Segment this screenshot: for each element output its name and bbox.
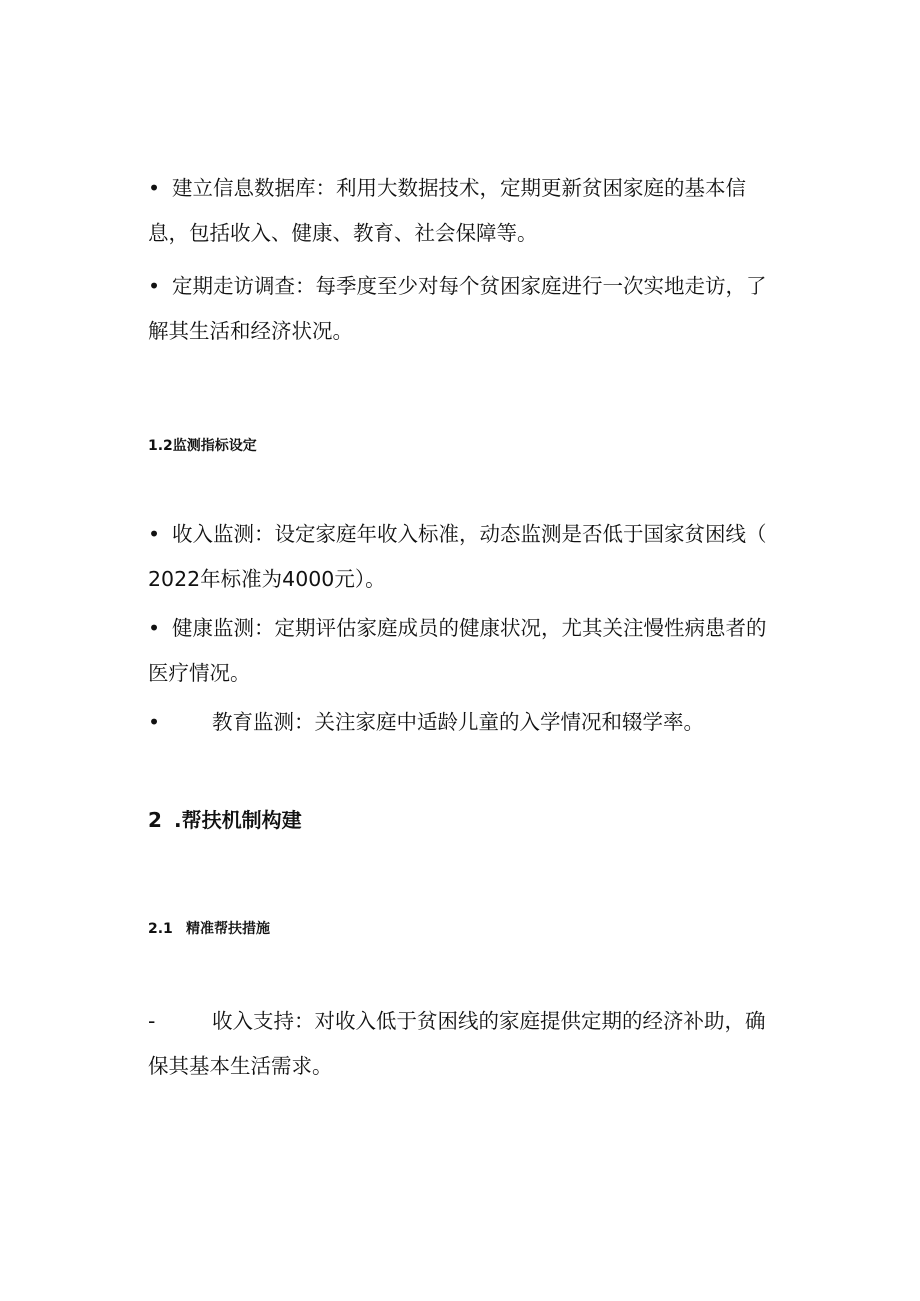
section-heading-2 bbox=[148, 804, 302, 833]
paragraph-line: 收入监测：设定家庭年收入标准，动态监测是否低于国家贫困线（ bbox=[172, 522, 767, 546]
heading-number: 2.1 bbox=[148, 921, 173, 937]
section-heading-2-1 bbox=[148, 918, 270, 938]
paragraph-line: 解其生活和经济状况。 bbox=[148, 319, 353, 343]
dash-marker: - bbox=[148, 1009, 156, 1033]
bullet-marker: • bbox=[148, 710, 161, 734]
paragraph-income-support bbox=[148, 999, 808, 1089]
paragraph-line: 教育监测：关注家庭中适龄儿童的入学情况和辍学率。 bbox=[212, 710, 704, 734]
heading-text: 精准帮扶措施 bbox=[186, 921, 270, 937]
paragraph-health-monitoring bbox=[148, 606, 808, 696]
paragraph-line: 收入支持：对收入低于贫困线的家庭提供定期的经济补助，确 bbox=[212, 1009, 766, 1033]
paragraph-line: 2022年标准为4000元）。 bbox=[148, 567, 386, 591]
paragraph-line: 息，包括收入、健康、教育、社会保障等。 bbox=[148, 221, 538, 245]
bullet-marker: • bbox=[148, 176, 161, 200]
paragraph-income-monitoring bbox=[148, 512, 808, 602]
paragraph-line: 健康监测：定期评估家庭成员的健康状况，尤其关注慢性病患者的 bbox=[172, 616, 767, 640]
heading-number: 2 bbox=[148, 808, 162, 832]
bullet-marker: • bbox=[148, 274, 161, 298]
paragraph-database bbox=[148, 166, 808, 256]
paragraph-line: 建立信息数据库：利用大数据技术，定期更新贫困家庭的基本信 bbox=[172, 176, 746, 200]
heading-text: .帮扶机制构建 bbox=[174, 808, 302, 832]
paragraph-line: 保其基本生活需求。 bbox=[148, 1054, 333, 1078]
bullet-marker: • bbox=[148, 616, 161, 640]
section-heading-1-2: 1.2监测指标设定 bbox=[148, 438, 257, 454]
paragraph-line: 定期走访调查：每季度至少对每个贫困家庭进行一次实地走访，了 bbox=[172, 274, 767, 298]
bullet-marker: • bbox=[148, 522, 161, 546]
paragraph-visits bbox=[148, 264, 808, 354]
paragraph-line: 医疗情况。 bbox=[148, 661, 251, 685]
paragraph-education-monitoring bbox=[148, 700, 808, 745]
